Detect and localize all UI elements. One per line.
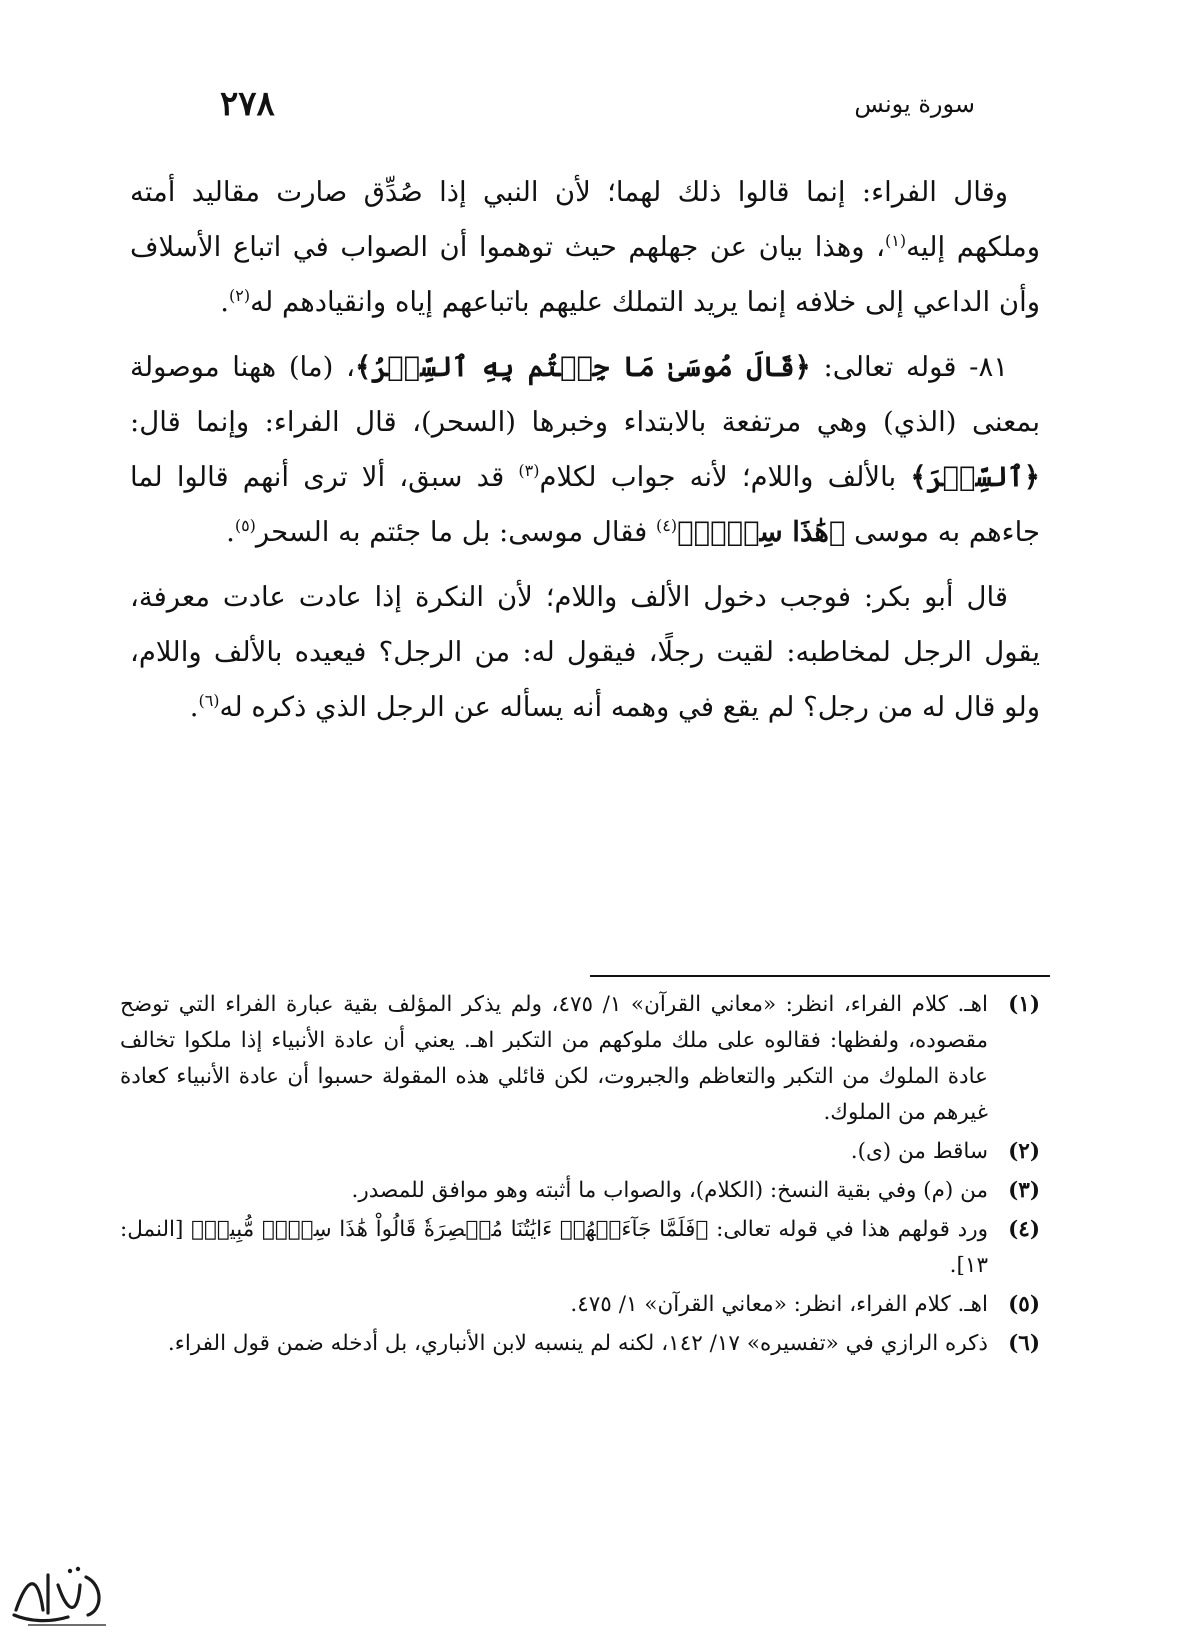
quran-quote-2: ﴿ٱلسِّحۡرَ﴾ [910, 461, 1041, 493]
footnote-number: (١) [1008, 992, 1040, 1017]
footnote-6 [120, 1326, 1040, 1362]
paragraph-3 [130, 570, 1040, 735]
paragraph-3-text-a: قال أبو بكر: فوجب دخول الألف واللام؛ لأن النكرة إذا عادت عادت معرفة، يقول الرجل لمخاطبه: لقيت رجلًا، فيقول له: من الرجل؟ فيعيده بالألف واللام، ولو قال له من رجل؟ لم يقع في وهمه أنه يسأله عن الرجل الذي ذكره له [130, 581, 1040, 723]
page-number: ٢٧٨ [220, 84, 275, 124]
footnote-ref-6: (٦) [198, 690, 220, 710]
footnote-text: ساقط من (ى). [850, 1139, 988, 1164]
running-title: سورة يونس [854, 90, 975, 118]
footnote-text: من (م) وفي بقية النسخ: (الكلام)، والصواب ما أثبته وهو موافق للمصدر. [351, 1178, 988, 1203]
quran-quote-3: ﴿هَٰذَا سِحۡرٞ﴾ [677, 516, 846, 548]
footnote-1 [120, 987, 1040, 1131]
footnote-3 [120, 1173, 1040, 1209]
paragraph-2-text-c: بالألف واللام؛ لأنه جواب لكلام [539, 461, 911, 493]
footnote-text: اهـ. كلام الفراء، انظر: «معاني القرآن» ١/ ٤٧٥، ولم يذكر المؤلف بقية عبارة الفراء التي توضح مقصوده، ولفظها: فقالوه على ملك ملوكهم من التكبر اهـ. يعني أن عادة الأنبياء إذا ملكوا تخالف عادة الملوك من التكبر والتعاظم والجبروت، لكن قائلي هذه المقولة حسبوا أن عادة الأنبياء كعادة غيرهم من الملوك. [120, 992, 988, 1125]
paragraph-2-text-e: فقال موسى: بل ما جئتم به السحر [255, 516, 657, 548]
paragraph-2-text-a: ٨١- قوله تعالى: [810, 351, 1008, 383]
footnote-separator [590, 975, 1050, 977]
quran-quote-1: ﴿قَالَ مُوسَىٰ مَا جِئۡتُم بِهِ ٱلسِّحۡرُ﴾ [354, 351, 811, 383]
paragraph-1 [130, 165, 1040, 330]
footnote-text: ورد قولهم هذا في قوله تعالى: ﴿فَلَمَّا جَآءَتۡهُمۡ ءَايَٰتُنَا مُبۡصِرَةٗ قَالُواْ هَٰذَا سِحۡرٞ مُّبِينٞ﴾ [النمل: ١٣]. [120, 1217, 988, 1278]
paragraph-2-text-b: ، (ما) ههنا موصولة بمعنى (الذي) وهي مرتفعة بالابتداء وخبرها (السحر)، قال الفراء: وإنما قال: [130, 351, 1040, 438]
footnote-number: (٦) [1008, 1331, 1040, 1356]
paragraph-1-end: . [220, 286, 230, 318]
footnote-ref-2: (٢) [229, 285, 251, 305]
paragraph-1-text-a: وقال الفراء: إنما قالوا ذلك لهما؛ لأن النبي إذا صُدِّق صارت مقاليد أمته وملكهم إليه [130, 176, 1040, 263]
footnote-ref-1: (١) [885, 230, 907, 250]
footnote-text: اهـ. كلام الفراء، انظر: «معاني القرآن» ١/ ٤٧٥. [570, 1292, 988, 1317]
footnote-number: (٣) [1008, 1178, 1040, 1203]
footnote-ref-3: (٣) [518, 460, 540, 480]
paragraph-1-text-b: ، وهذا بيان عن جهلهم حيث توهموا أن الصواب في اتباع الأسلاف وأن الداعي إلى خلافه إنما يريد التملك عليهم باتباعهم إياه وانقيادهم له [130, 231, 1040, 318]
footnotes [120, 987, 1040, 1365]
footnote-2 [120, 1134, 1040, 1170]
footnote-number: (٤) [1008, 1217, 1040, 1242]
footnote-4 [120, 1212, 1040, 1284]
publisher-stamp-logo [8, 1555, 118, 1635]
paragraph-3-end: . [189, 691, 199, 723]
main-text [130, 165, 1040, 745]
paragraph-2-text-d: قد سبق، ألا ترى أنهم قالوا لما جاءهم به موسى [130, 461, 1040, 548]
paragraph-2-end: . [226, 516, 235, 548]
footnote-number: (٢) [1008, 1139, 1040, 1164]
page-header [220, 84, 975, 134]
footnote-5 [120, 1287, 1040, 1323]
footnote-ref-5: (٥) [234, 515, 256, 535]
footnote-text: ذكره الرازي في «تفسيره» ١٧/ ١٤٢، لكنه لم ينسبه لابن الأنباري، بل أدخله ضمن قول الفراء. [167, 1331, 988, 1356]
paragraph-2 [130, 340, 1040, 560]
footnote-number: (٥) [1008, 1292, 1040, 1317]
footnote-ref-4: (٤) [656, 515, 678, 535]
